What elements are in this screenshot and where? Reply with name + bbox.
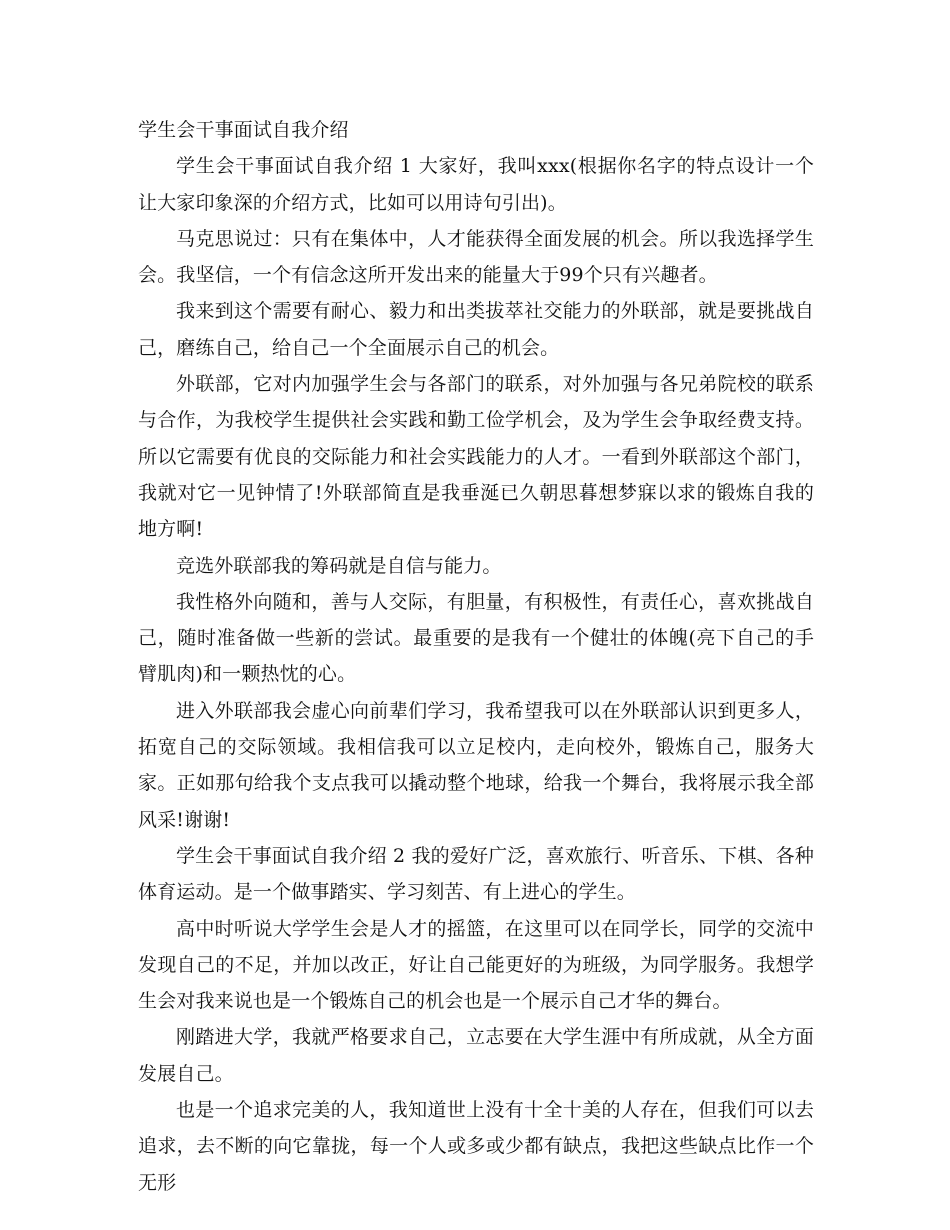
paragraph: 我来到这个需要有耐心、毅力和出类拔萃社交能力的外联部，就是要挑战自己，磨练自己，给自己一个全面展示自己的机会。	[138, 300, 814, 359]
document-title: 学生会干事面试自我介绍	[138, 119, 349, 141]
paragraph: 学生会干事面试自我介绍 1 大家好，我叫xxx(根据你名字的特点设计一个让大家印象深的介绍方式，比如可以用诗句引出)。	[138, 155, 814, 214]
paragraph: 学生会干事面试自我介绍 2 我的爱好广泛，喜欢旅行、听音乐、下棋、各种体育运动。是一个做事踏实、学习刻苦、有上进心的学生。	[138, 844, 814, 904]
paragraph: 刚踏进大学，我就严格要求自己，立志要在大学生涯中有所成就，从全方面发展自己。	[138, 1026, 814, 1085]
paragraph: 高中时听说大学学生会是人才的摇篮，在这里可以在同学长，同学的交流中发现自己的不足，并加以改正，好让自己能更好的为班级，为同学服务。我想学生会对我来说也是一个锻炼自己的机会也是一个展示自己才华的舞台。	[138, 917, 814, 1013]
paragraph: 马克思说过：只有在集体中，人才能获得全面发展的机会。所以我选择学生会。我坚信，一个有信念这所开发出来的能量大于99个只有兴趣者。	[138, 227, 814, 287]
paragraph: 我性格外向随和，善与人交际，有胆量，有积极性，有责任心，喜欢挑战自己，随时准备做一些新的尝试。最重要的是我有一个健壮的体魄(亮下自己的手臂肌肉)和一颗热忱的心。	[138, 590, 814, 686]
paragraph: 竞选外联部我的筹码就是自信与能力。	[176, 554, 502, 577]
paragraph: 外联部，它对内加强学生会与各部门的联系，对外加强与各兄弟院校的联系与合作，为我校学生提供社会实践和勤工俭学机会，及为学生会争取经费支持。所以它需要有优良的交际能力和社会实践能力的人才。一看到外联部这个部门，我就对它一见钟情了!外联部简直是我垂涎已久朝思暮想梦寐以求的锻炼自我的地方啊!	[138, 373, 814, 541]
document-body	[138, 112, 814, 1201]
paragraph: 进入外联部我会虚心向前辈们学习，我希望我可以在外联部认识到更多人，拓宽自己的交际领域。我相信我可以立足校内，走向校外，锻炼自己，服务大家。正如那句给我个支点我可以撬动整个地球，给我一个舞台，我将展示我全部风采!谢谢!	[138, 699, 814, 831]
paragraph: 也是一个追求完美的人，我知道世上没有十全十美的人存在，但我们可以去追求，去不断的向它靠拢，每一个人或多或少都有缺点，我把这些缺点比作一个无形	[138, 1099, 814, 1194]
